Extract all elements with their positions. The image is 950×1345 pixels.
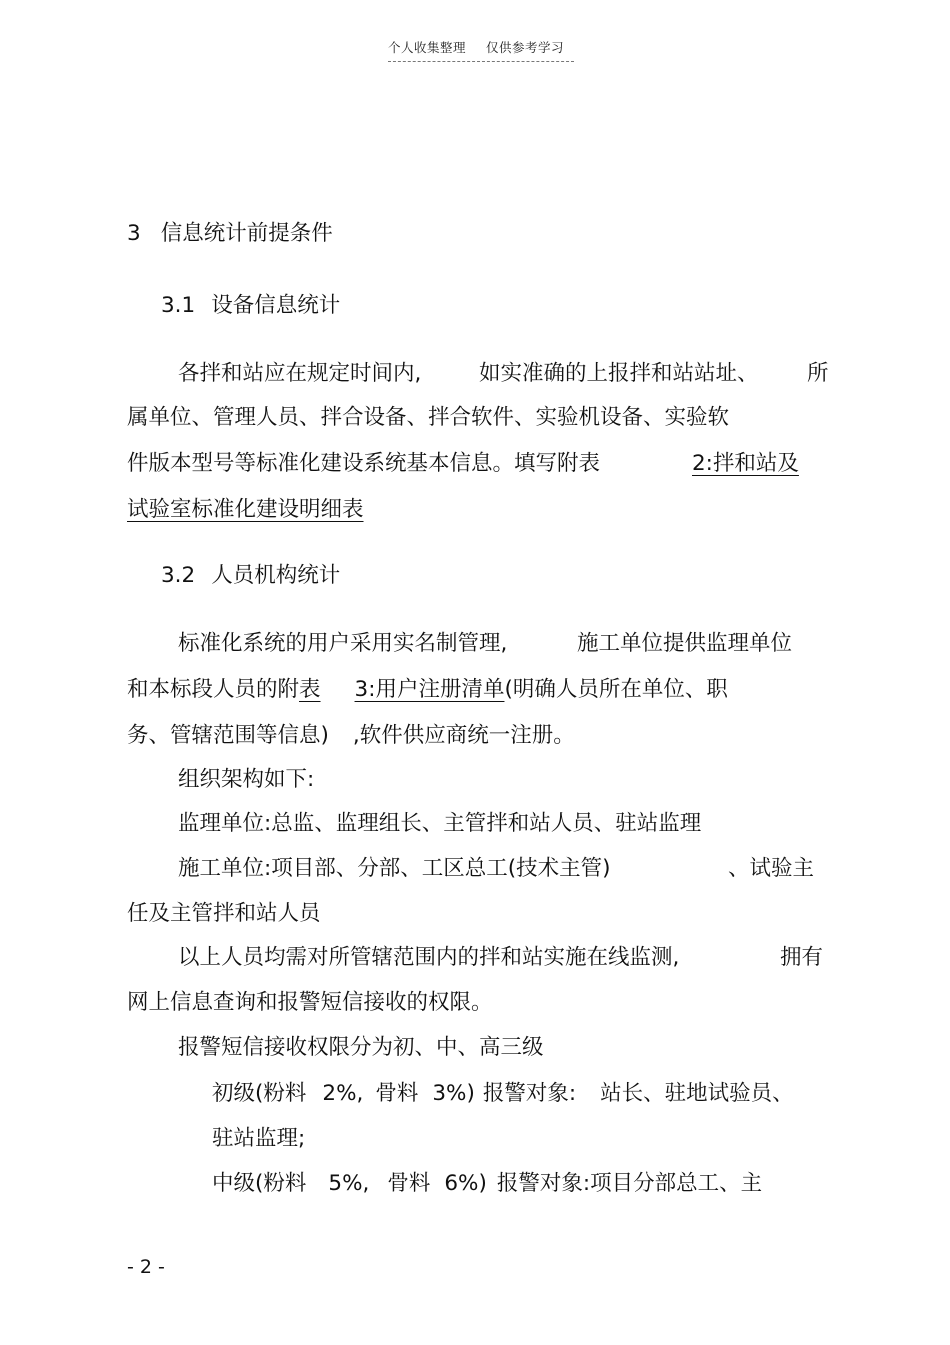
section-title: 设备信息统计 [211, 293, 341, 318]
section-number: 3.1 [161, 293, 196, 318]
header-left: 个人收集整理 [388, 40, 467, 55]
text-run: 各拌和站应在规定时间内, [178, 361, 422, 386]
text-run: 初级(粉料 [212, 1081, 307, 1106]
text-run: 报警对象: [482, 1081, 577, 1106]
text-run: 任及主管拌和站人员 [127, 901, 321, 926]
section-number: 3.2 [161, 563, 196, 588]
text-run: 中级(粉料 [212, 1171, 307, 1196]
attachment-link-3 [299, 677, 504, 702]
text-run: 试验室标准化建设明细表 [127, 497, 364, 522]
text-run: 3%) [432, 1081, 475, 1106]
page-header [388, 38, 574, 62]
text-run: 施工单位提供监理单位 [577, 631, 793, 656]
contractor-line [728, 857, 814, 882]
text-run: 报警对象:项目分部总工、主 [496, 1171, 763, 1196]
text-run: 报警短信接收权限分为初、中、高三级 [178, 1035, 544, 1060]
text-run: 5%, [328, 1171, 370, 1196]
text-run: 驻站监理; [212, 1126, 306, 1151]
alarm-intro [178, 1036, 544, 1061]
text-run: 施工单位:项目部、分部、工区总工(技术主管) [178, 856, 611, 881]
text-run: 务、管辖范围等信息) [127, 723, 329, 748]
paragraph-line [577, 632, 792, 657]
section-title: 人员机构统计 [211, 563, 341, 588]
text-run: 网上信息查询和报警短信接收的权限。 [127, 990, 493, 1015]
text-run: ,软件供应商统一注册。 [352, 723, 575, 748]
paragraph-line [127, 452, 600, 477]
section-number: 3 [127, 221, 141, 246]
section-3-1-heading [161, 294, 340, 319]
text-run: 以上人员均需对所管辖范围内的拌和站实施在线监测, [178, 945, 680, 970]
monitor-line [178, 946, 679, 971]
text-run: 件版本型号等标准化建设系统基本信息。填写附表 [127, 451, 601, 476]
text-run: 6%) [444, 1171, 487, 1196]
page-number: - 2 - [127, 1256, 165, 1278]
alarm-level-1 [212, 1082, 794, 1107]
paragraph-line [807, 362, 829, 387]
org-intro [178, 768, 314, 793]
contractor-line [178, 857, 611, 882]
paragraph-line [127, 678, 728, 703]
section-3-heading [127, 222, 333, 247]
attachment-link-2-cont [127, 498, 392, 523]
paragraph-line [127, 724, 575, 749]
paragraph-line [178, 632, 507, 657]
text-run: 和本标段人员的附 [127, 677, 300, 702]
section-3-2-heading [161, 564, 340, 589]
attachment-link-2 [636, 452, 799, 477]
text-run: 拥有 [780, 945, 824, 970]
section-title: 信息统计前提条件 [160, 221, 333, 246]
contractor-line-2 [127, 902, 321, 927]
paragraph-line [178, 362, 421, 387]
text-run: 3:用户注册清单 [354, 677, 505, 702]
text-run: 2:拌和站及 [692, 451, 799, 476]
text-run: 骨料 [375, 1081, 419, 1106]
text-run: 2%, [322, 1081, 364, 1106]
text-run: 属单位、管理人员、拌合设备、拌合软件、实验机设备、实验软 [127, 405, 730, 430]
text-run: 监理单位:总监、监理组长、主管拌和站人员、驻站监理 [178, 811, 702, 836]
text-run: (明确人员所在单位、职 [504, 677, 728, 702]
alarm-level-2 [212, 1172, 762, 1197]
text-run: 标准化系统的用户采用实名制管理, [178, 631, 508, 656]
paragraph-line [479, 362, 759, 387]
text-run: 、试验主 [728, 856, 815, 881]
paragraph-line [127, 406, 729, 431]
alarm-level-1-line-2 [212, 1127, 305, 1152]
text-run: 骨料 [387, 1171, 431, 1196]
text-run: 如实准确的上报拌和站站址、 [479, 361, 759, 386]
monitor-line [780, 946, 823, 971]
supervisor-line [178, 812, 701, 837]
text-run: 表 [299, 677, 321, 702]
text-run: 站长、驻地试验员、 [600, 1081, 794, 1106]
text-run: 所 [807, 361, 829, 386]
text-run: 组织架构如下: [178, 767, 315, 792]
monitor-line-2 [127, 991, 493, 1016]
header-right: 仅供参考学习 [486, 40, 565, 55]
